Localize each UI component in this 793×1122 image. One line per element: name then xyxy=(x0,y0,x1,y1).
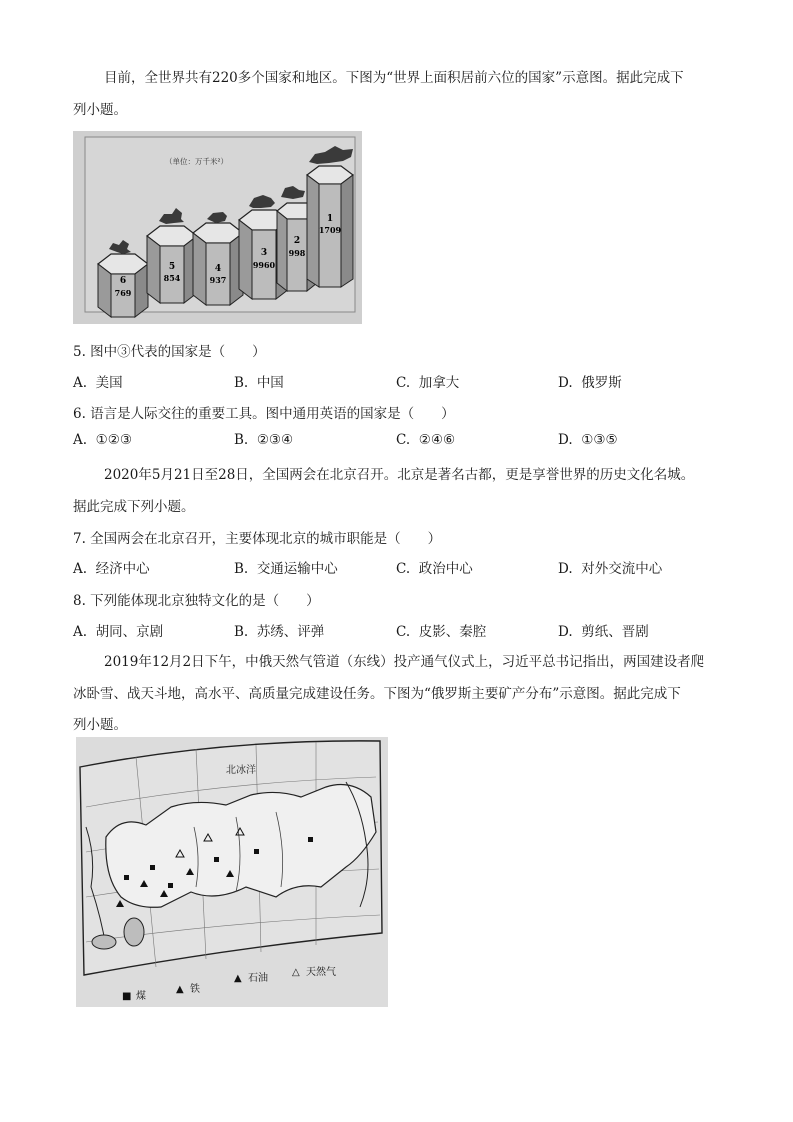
legend-coal-label: 煤 xyxy=(136,991,146,1002)
legend-oil-icon: ▲ xyxy=(234,973,242,984)
intro-2-line-2: 据此完成下列小题。 xyxy=(73,499,195,515)
option-letter: B. xyxy=(234,375,249,391)
option-letter: A. xyxy=(73,375,88,391)
column-1 xyxy=(307,166,353,287)
option-text: 加拿大 xyxy=(418,375,460,391)
option-letter: B. xyxy=(234,561,249,577)
column-1-value: 1709 xyxy=(318,225,342,235)
option-text: 美国 xyxy=(95,375,123,391)
option-text: 胡同、京剧 xyxy=(95,624,164,640)
column-4-value: 937 xyxy=(209,275,227,285)
column-1-rank: 1 xyxy=(326,214,334,224)
column-3-value: 9960 xyxy=(252,260,276,270)
intro-1-line-1: 目前，全世界共有220多个国家和地区。下图为“世界上面积居前六位的国家”示意图。据此完成下 xyxy=(104,70,684,86)
q7-stem: 7. 全国两会在北京召开，主要体现北京的城市职能是（ ） xyxy=(73,531,442,547)
option-letter: C. xyxy=(396,432,411,448)
q8-option-d[interactable] xyxy=(558,620,649,640)
intro-1-line-2: 列小题。 xyxy=(73,102,127,118)
option-text: 对外交流中心 xyxy=(581,561,663,577)
figure-largest-countries xyxy=(73,131,362,324)
option-letter: C. xyxy=(396,375,411,391)
option-text: 皮影、秦腔 xyxy=(418,624,487,640)
q7-option-b[interactable] xyxy=(234,557,338,577)
option-letter: A. xyxy=(73,432,88,448)
q5-option-d[interactable] xyxy=(558,371,622,391)
q5-stem: 5. 图中③代表的国家是（ ） xyxy=(73,344,266,360)
option-letter: B. xyxy=(234,624,249,640)
option-text: 剪纸、晋剧 xyxy=(581,624,649,640)
q8-option-b[interactable] xyxy=(234,620,324,640)
option-letter: D. xyxy=(558,624,573,640)
q8-option-a[interactable] xyxy=(73,620,163,640)
q5-option-a[interactable] xyxy=(73,371,123,391)
q8-option-c[interactable] xyxy=(396,620,486,640)
option-text: 俄罗斯 xyxy=(581,375,622,391)
q5-option-b[interactable] xyxy=(234,371,284,391)
q7-option-d[interactable] xyxy=(558,557,662,577)
option-text: ②③④ xyxy=(256,432,294,448)
column-2-rank: 2 xyxy=(293,236,301,246)
option-letter: D. xyxy=(558,561,573,577)
figure-russia-minerals-map xyxy=(76,737,388,1007)
column-4-rank: 4 xyxy=(214,264,222,274)
option-text: 苏绣、评弹 xyxy=(256,624,325,640)
column-4 xyxy=(193,223,243,305)
option-letter: D. xyxy=(558,432,573,448)
column-5-value: 854 xyxy=(163,273,181,283)
column-6 xyxy=(98,254,148,317)
column-2-value: 998 xyxy=(288,248,306,258)
legend-oil-label: 石油 xyxy=(248,973,268,984)
q6-option-c[interactable] xyxy=(396,432,455,448)
intro-3-line-2: 冰卧雪、战天斗地，高水平、高质量完成建设任务。下图为“俄罗斯主要矿产分布”示意图。据此完成下 xyxy=(73,686,681,702)
column-6-rank: 6 xyxy=(119,276,127,286)
option-letter: D. xyxy=(558,375,573,391)
option-text: 政治中心 xyxy=(418,561,473,577)
legend-gas-icon: △ xyxy=(292,967,300,978)
option-letter: A. xyxy=(73,624,88,640)
intro-3-line-1: 2019年12月2日下午，中俄天然气管道（东线）投产通气仪式上，习近平总书记指出，两国建设者爬 xyxy=(104,654,705,670)
option-text: ①③⑤ xyxy=(581,432,618,448)
option-letter: B. xyxy=(234,432,249,448)
intro-3-line-3: 列小题。 xyxy=(73,717,127,733)
option-text: 交通运输中心 xyxy=(256,561,338,577)
column-6-value: 769 xyxy=(114,288,132,298)
q6-option-a[interactable] xyxy=(73,432,132,448)
q5-option-c[interactable] xyxy=(396,371,459,391)
legend-gas-label: 天然气 xyxy=(306,967,336,978)
map-legend xyxy=(122,965,336,1002)
column-5-rank: 5 xyxy=(168,262,176,272)
intro-2-line-1: 2020年5月21日至28日，全国两会在北京召开。北京是著名古都，更是享誉世界的历史文化名城。 xyxy=(104,467,695,483)
legend-coal-icon: ■ xyxy=(122,991,132,1002)
q7-option-a[interactable] xyxy=(73,557,150,577)
column-3-rank: 3 xyxy=(260,248,268,258)
q6-option-d[interactable] xyxy=(558,432,618,448)
figure-unit-label: （单位：万千米²） xyxy=(165,157,229,166)
option-letter: A. xyxy=(73,561,88,577)
q6-stem: 6. 语言是人际交往的重要工具。图中通用英语的国家是（ ） xyxy=(73,406,455,422)
legend-iron-icon: ▲ xyxy=(176,984,184,995)
option-text: ①②③ xyxy=(95,432,132,448)
legend-iron-label: 铁 xyxy=(190,984,200,995)
option-text: ②④⑥ xyxy=(418,432,456,448)
column-5 xyxy=(147,226,197,303)
option-text: 中国 xyxy=(256,375,284,391)
option-letter: C. xyxy=(396,624,411,640)
option-text: 经济中心 xyxy=(95,561,150,577)
q8-stem: 8. 下列能体现北京独特文化的是（ ） xyxy=(73,593,320,609)
q6-option-b[interactable] xyxy=(234,432,293,448)
arctic-ocean-label: 北冰洋 xyxy=(226,765,256,776)
option-letter: C. xyxy=(396,561,411,577)
q7-option-c[interactable] xyxy=(396,557,473,577)
